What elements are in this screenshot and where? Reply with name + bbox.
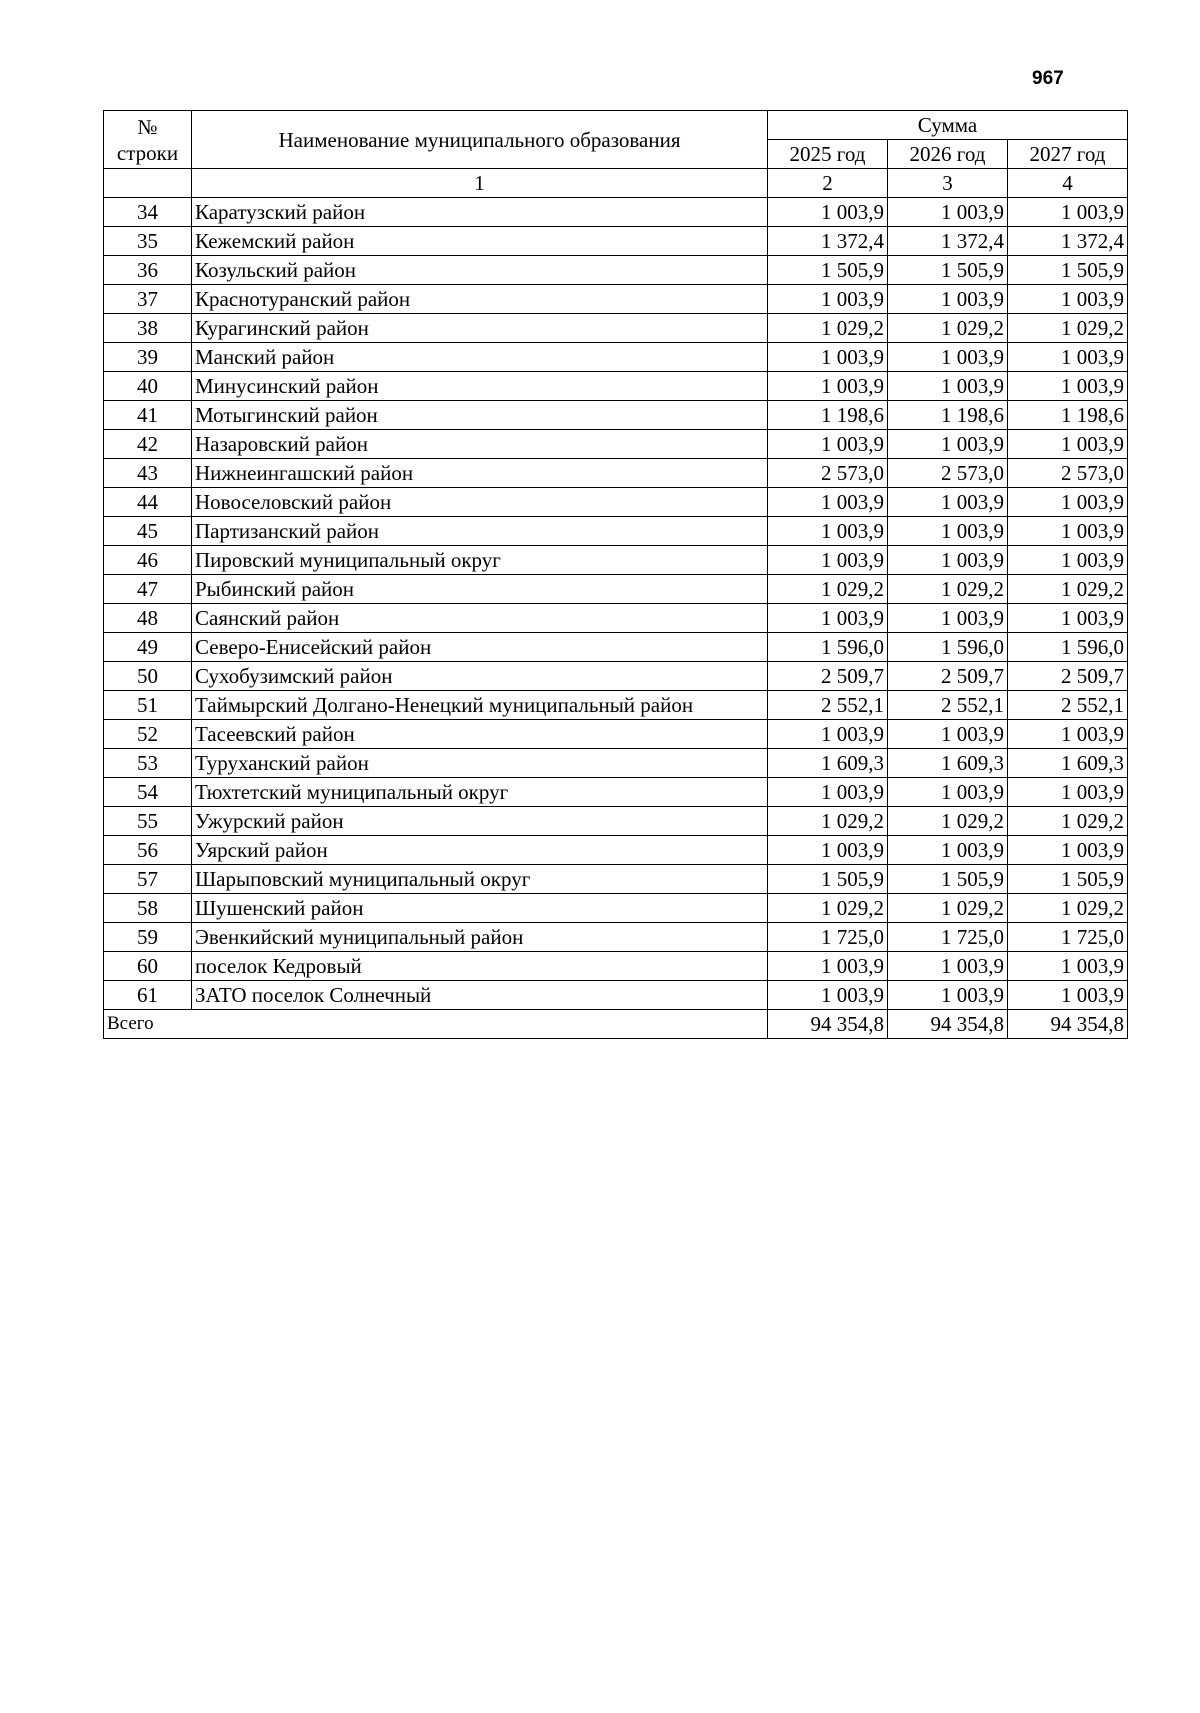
row-number: 60 (104, 952, 192, 981)
value-2026: 1 003,9 (888, 488, 1008, 517)
value-2026: 1 003,9 (888, 720, 1008, 749)
value-2027: 1 003,9 (1008, 517, 1128, 546)
row-number: 54 (104, 778, 192, 807)
table-row (104, 749, 1128, 778)
value-2027: 1 198,6 (1008, 401, 1128, 430)
table-row (104, 923, 1128, 952)
value-2027: 1 003,9 (1008, 604, 1128, 633)
value-2025: 1 003,9 (768, 343, 888, 372)
table-row (104, 546, 1128, 575)
value-2026: 1 198,6 (888, 401, 1008, 430)
table-row (104, 836, 1128, 865)
value-2027: 1 003,9 (1008, 430, 1128, 459)
row-number: 61 (104, 981, 192, 1010)
value-2027: 1 372,4 (1008, 227, 1128, 256)
municipality-name: ЗАТО поселок Солнечный (192, 981, 768, 1010)
value-2025: 1 003,9 (768, 488, 888, 517)
table-body (104, 198, 1128, 1010)
municipality-name: Курагинский район (192, 314, 768, 343)
value-2025: 1 003,9 (768, 720, 888, 749)
row-number: 55 (104, 807, 192, 836)
value-2025: 1 029,2 (768, 314, 888, 343)
row-number: 37 (104, 285, 192, 314)
row-number: 49 (104, 633, 192, 662)
value-2025: 1 505,9 (768, 865, 888, 894)
value-2025: 1 003,9 (768, 198, 888, 227)
value-2026: 1 505,9 (888, 256, 1008, 285)
municipality-name: Новоселовский район (192, 488, 768, 517)
row-number: 42 (104, 430, 192, 459)
column-number-4: 4 (1008, 169, 1128, 198)
value-2026: 1 725,0 (888, 923, 1008, 952)
value-2026: 1 003,9 (888, 604, 1008, 633)
municipality-name: Партизанский район (192, 517, 768, 546)
municipality-name: Рыбинский район (192, 575, 768, 604)
value-2025: 1 003,9 (768, 285, 888, 314)
value-2027: 1 003,9 (1008, 981, 1128, 1010)
table-row (104, 952, 1128, 981)
value-2027: 1 003,9 (1008, 778, 1128, 807)
municipality-name: Тюхтетский муниципальный округ (192, 778, 768, 807)
column-number-2: 2 (768, 169, 888, 198)
row-number: 47 (104, 575, 192, 604)
municipality-name: Кежемский район (192, 227, 768, 256)
value-2027: 1 003,9 (1008, 488, 1128, 517)
table-row (104, 633, 1128, 662)
table-row (104, 981, 1128, 1010)
value-2025: 1 029,2 (768, 807, 888, 836)
table-row (104, 343, 1128, 372)
value-2025: 1 003,9 (768, 430, 888, 459)
value-2025: 1 003,9 (768, 836, 888, 865)
value-2025: 2 552,1 (768, 691, 888, 720)
value-2026: 1 003,9 (888, 517, 1008, 546)
row-number: 52 (104, 720, 192, 749)
value-2027: 2 573,0 (1008, 459, 1128, 488)
value-2025: 1 003,9 (768, 952, 888, 981)
row-number: 41 (104, 401, 192, 430)
value-2026: 1 003,9 (888, 372, 1008, 401)
municipality-name: Тасеевский район (192, 720, 768, 749)
municipality-name: Назаровский район (192, 430, 768, 459)
header-year-2027: 2027 год (1008, 140, 1128, 169)
value-2026: 1 003,9 (888, 285, 1008, 314)
row-number: 38 (104, 314, 192, 343)
table-row (104, 227, 1128, 256)
row-number: 40 (104, 372, 192, 401)
table-row (104, 604, 1128, 633)
table-footer (104, 1010, 1128, 1039)
value-2025: 1 029,2 (768, 894, 888, 923)
value-2027: 1 003,9 (1008, 952, 1128, 981)
municipality-name: Шарыповский муниципальный округ (192, 865, 768, 894)
value-2027: 1 029,2 (1008, 894, 1128, 923)
value-2027: 1 505,9 (1008, 865, 1128, 894)
value-2025: 1 003,9 (768, 778, 888, 807)
value-2025: 1 372,4 (768, 227, 888, 256)
value-2025: 1 725,0 (768, 923, 888, 952)
value-2026: 1 505,9 (888, 865, 1008, 894)
value-2026: 1 003,9 (888, 343, 1008, 372)
value-2026: 1 003,9 (888, 198, 1008, 227)
value-2025: 1 003,9 (768, 517, 888, 546)
value-2026: 1 029,2 (888, 314, 1008, 343)
municipality-name: поселок Кедровый (192, 952, 768, 981)
table-row (104, 459, 1128, 488)
value-2026: 1 003,9 (888, 778, 1008, 807)
municipality-name: Каратузский район (192, 198, 768, 227)
municipality-name: Козульский район (192, 256, 768, 285)
value-2026: 1 003,9 (888, 981, 1008, 1010)
row-number: 56 (104, 836, 192, 865)
value-2027: 1 003,9 (1008, 343, 1128, 372)
table-row (104, 662, 1128, 691)
table-row (104, 517, 1128, 546)
column-number-1: 1 (192, 169, 768, 198)
municipality-name: Таймырский Долгано-Ненецкий муниципальный район (192, 691, 768, 720)
value-2026: 1 003,9 (888, 546, 1008, 575)
table-row (104, 807, 1128, 836)
header-year-2026: 2026 год (888, 140, 1008, 169)
value-2025: 1 609,3 (768, 749, 888, 778)
header-year-2025: 2025 год (768, 140, 888, 169)
value-2027: 1 725,0 (1008, 923, 1128, 952)
header-row-number-line1: № (137, 114, 158, 139)
value-2026: 1 003,9 (888, 430, 1008, 459)
row-number: 59 (104, 923, 192, 952)
row-number: 34 (104, 198, 192, 227)
row-number: 46 (104, 546, 192, 575)
municipality-name: Нижнеингашский район (192, 459, 768, 488)
row-number: 48 (104, 604, 192, 633)
municipality-name: Туруханский район (192, 749, 768, 778)
total-row (104, 1010, 1128, 1039)
value-2026: 1 596,0 (888, 633, 1008, 662)
row-number: 58 (104, 894, 192, 923)
table-row (104, 894, 1128, 923)
table-row (104, 488, 1128, 517)
total-2027: 94 354,8 (1008, 1010, 1128, 1039)
value-2025: 1 029,2 (768, 575, 888, 604)
table-row (104, 575, 1128, 604)
column-number-3: 3 (888, 169, 1008, 198)
row-number: 39 (104, 343, 192, 372)
municipality-name: Пировский муниципальный округ (192, 546, 768, 575)
column-number-blank (104, 169, 192, 198)
table-row (104, 285, 1128, 314)
value-2026: 2 552,1 (888, 691, 1008, 720)
header-name: Наименование муниципального образования (192, 111, 768, 169)
budget-table (103, 110, 1128, 1039)
municipality-name: Манский район (192, 343, 768, 372)
table-row (104, 430, 1128, 459)
value-2027: 1 003,9 (1008, 372, 1128, 401)
value-2025: 2 509,7 (768, 662, 888, 691)
table-row (104, 401, 1128, 430)
municipality-name: Северо-Енисейский район (192, 633, 768, 662)
municipality-name: Ужурский район (192, 807, 768, 836)
column-numbers-row (104, 169, 1128, 198)
value-2025: 1 505,9 (768, 256, 888, 285)
value-2027: 1 003,9 (1008, 720, 1128, 749)
value-2027: 1 003,9 (1008, 285, 1128, 314)
value-2027: 1 596,0 (1008, 633, 1128, 662)
row-number: 53 (104, 749, 192, 778)
value-2025: 1 198,6 (768, 401, 888, 430)
municipality-name: Сухобузимский район (192, 662, 768, 691)
table-row (104, 778, 1128, 807)
table-row (104, 372, 1128, 401)
header-row-number (104, 111, 192, 169)
row-number: 44 (104, 488, 192, 517)
table-row (104, 314, 1128, 343)
municipality-name: Уярский район (192, 836, 768, 865)
row-number: 57 (104, 865, 192, 894)
row-number: 36 (104, 256, 192, 285)
value-2026: 1 029,2 (888, 575, 1008, 604)
value-2026: 1 003,9 (888, 952, 1008, 981)
table-row (104, 256, 1128, 285)
value-2025: 1 003,9 (768, 604, 888, 633)
municipality-name: Саянский район (192, 604, 768, 633)
row-number: 35 (104, 227, 192, 256)
total-label: Всего (104, 1010, 768, 1039)
value-2027: 1 003,9 (1008, 198, 1128, 227)
value-2027: 1 029,2 (1008, 575, 1128, 604)
value-2025: 2 573,0 (768, 459, 888, 488)
header-row-number-line2: строки (116, 140, 179, 165)
value-2026: 2 573,0 (888, 459, 1008, 488)
row-number: 43 (104, 459, 192, 488)
total-2025: 94 354,8 (768, 1010, 888, 1039)
table-header (104, 111, 1128, 198)
municipality-name: Эвенкийский муниципальный район (192, 923, 768, 952)
municipality-name: Мотыгинский район (192, 401, 768, 430)
value-2026: 1 029,2 (888, 807, 1008, 836)
municipality-name: Минусинский район (192, 372, 768, 401)
municipality-name: Краснотуранский район (192, 285, 768, 314)
value-2025: 1 596,0 (768, 633, 888, 662)
value-2026: 1 003,9 (888, 836, 1008, 865)
value-2026: 1 372,4 (888, 227, 1008, 256)
value-2027: 1 505,9 (1008, 256, 1128, 285)
municipality-name: Шушенский район (192, 894, 768, 923)
value-2027: 1 029,2 (1008, 807, 1128, 836)
value-2025: 1 003,9 (768, 981, 888, 1010)
total-2026: 94 354,8 (888, 1010, 1008, 1039)
row-number: 45 (104, 517, 192, 546)
table-row (104, 865, 1128, 894)
value-2027: 2 552,1 (1008, 691, 1128, 720)
value-2025: 1 003,9 (768, 546, 888, 575)
value-2026: 1 029,2 (888, 894, 1008, 923)
value-2027: 1 003,9 (1008, 836, 1128, 865)
value-2027: 2 509,7 (1008, 662, 1128, 691)
table-row (104, 720, 1128, 749)
table-row (104, 691, 1128, 720)
value-2026: 2 509,7 (888, 662, 1008, 691)
value-2027: 1 003,9 (1008, 546, 1128, 575)
table-row (104, 198, 1128, 227)
page-number: 967 (1032, 68, 1064, 89)
value-2027: 1 029,2 (1008, 314, 1128, 343)
value-2027: 1 609,3 (1008, 749, 1128, 778)
header-sum: Сумма (768, 111, 1128, 140)
row-number: 50 (104, 662, 192, 691)
value-2025: 1 003,9 (768, 372, 888, 401)
row-number: 51 (104, 691, 192, 720)
value-2026: 1 609,3 (888, 749, 1008, 778)
